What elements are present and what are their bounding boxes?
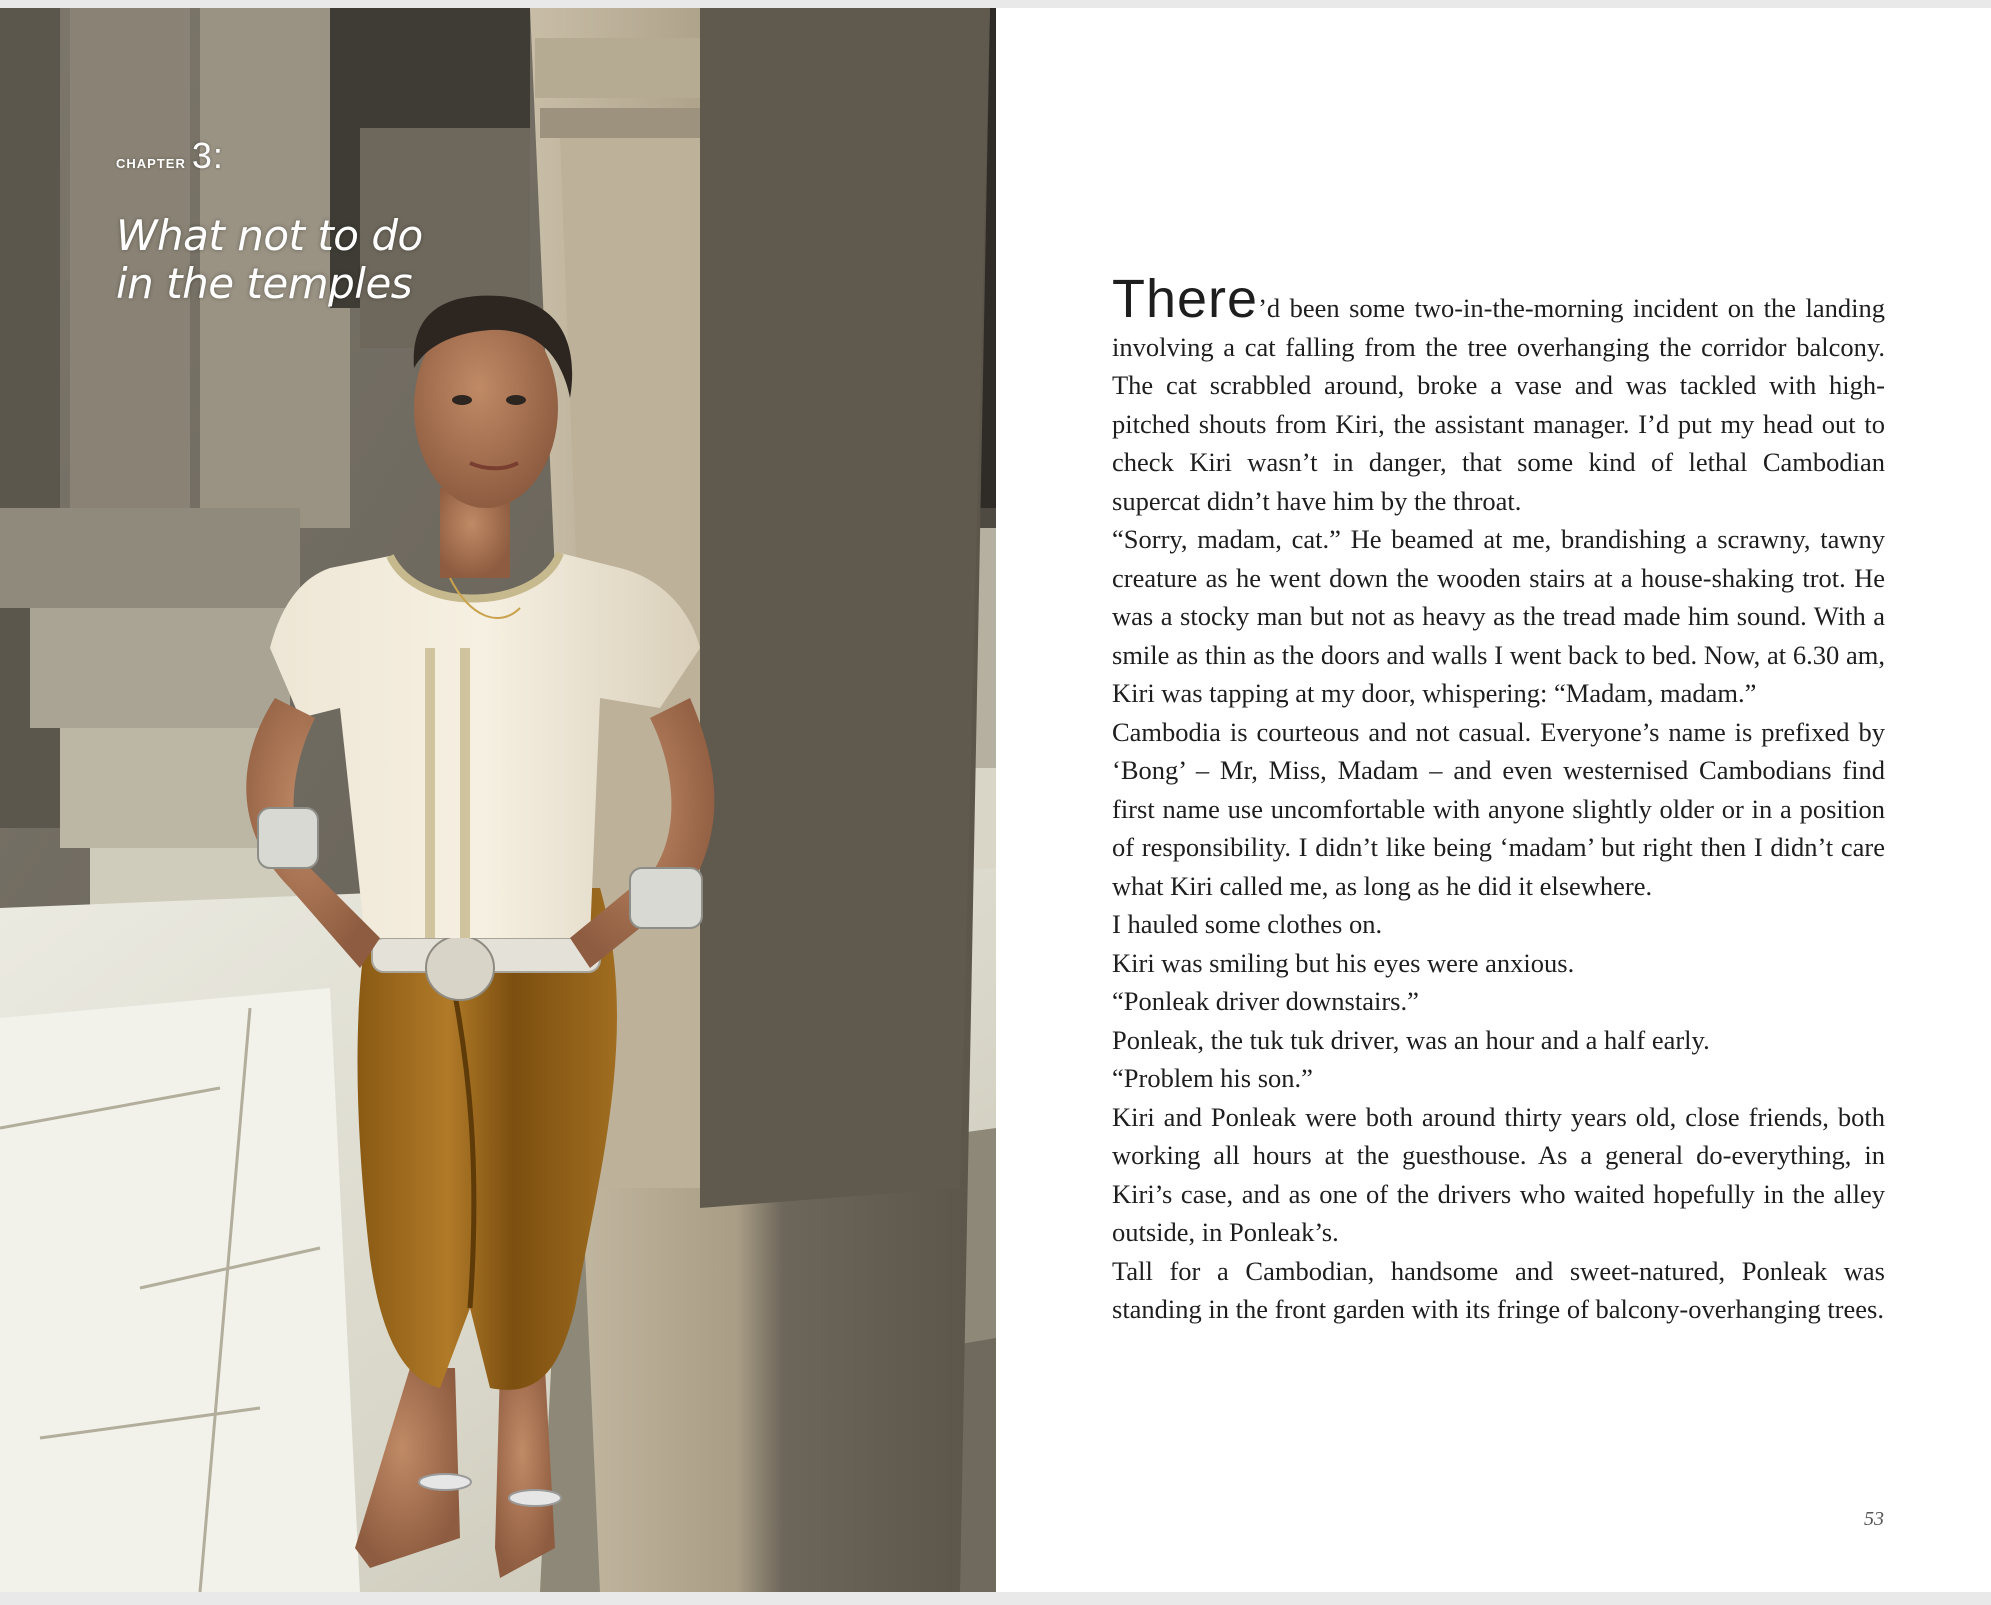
paragraph: “Sorry, madam, cat.” He beamed at me, brandishing a scrawny, tawny creature as he went down the wooden stairs at a house-shaking trot. He was a stocky man but not as heavy as the tread made him sound. With a smile as thin as the doors and walls I went back to bed. Now, at 6.30 am, Kiri was tapping at my door, whispering: “Madam, madam.” [1112, 524, 1885, 708]
paragraph: Tall for a Cambodian, handsome and sweet-natured, Ponleak was standing in the front garden with its fringe of balcony-overhanging trees. [1112, 1255, 1885, 1324]
paragraph: I hauled some clothes on. [1112, 909, 1383, 939]
book-spread [0, 8, 1991, 1592]
paragraph: Kiri and Ponleak were both around thirty years old, close friends, both working all hours at the guesthouse. As a general do-everything, in Kiri’s case, and as one of the drivers who waited hopefully in the alley outside, in Ponleak’s. [1112, 1101, 1885, 1247]
paragraph: Cambodia is courteous and not casual. Everyone’s name is prefixed by ‘Bong’ – Mr, Miss, Madam – and even westernised Cambodians find first name use uncomfortable with anyone slightly older or in a position of responsibility. I didn’t like being ‘madam’ but right then I didn’t care what Kiri called me, as long as he did it elsewhere. [1112, 716, 1885, 901]
chapter-word: chapter [116, 152, 186, 172]
chapter-title [116, 212, 476, 308]
photo-page [0, 8, 996, 1592]
body-text [1112, 269, 1885, 1329]
paragraph: Kiri was smiling but his eyes were anxious. [1112, 947, 1575, 978]
chapter-label [116, 135, 224, 177]
paragraph-text: ’d been some two-in-the-morning incident on the landing involving a cat falling from the tree overhanging the corridor balcony. The cat scrabbled around, broke a vase and was tackled with high-pitched shouts from Kiri, the assistant manager. I’d put my head out to check Kiri wasn’t in danger, that some kind of lethal Cambodian supercat didn’t have him by the throat. [1112, 293, 1885, 516]
chapter-title-line-1: What not to do [116, 211, 423, 260]
chapter-title-line-2: in the temples [116, 259, 413, 308]
page-number: 53 [1864, 1508, 1884, 1530]
paragraph: “Ponleak driver downstairs.” [1112, 986, 1419, 1016]
paragraph [1112, 269, 1885, 520]
text-page [996, 8, 1991, 1592]
chapter-number: 3: [191, 135, 224, 176]
drop-cap: There [1112, 269, 1259, 329]
paragraph: Ponleak, the tuk tuk driver, was an hour and a half early. [1112, 1024, 1710, 1055]
paragraph: “Problem his son.” [1112, 1063, 1313, 1093]
